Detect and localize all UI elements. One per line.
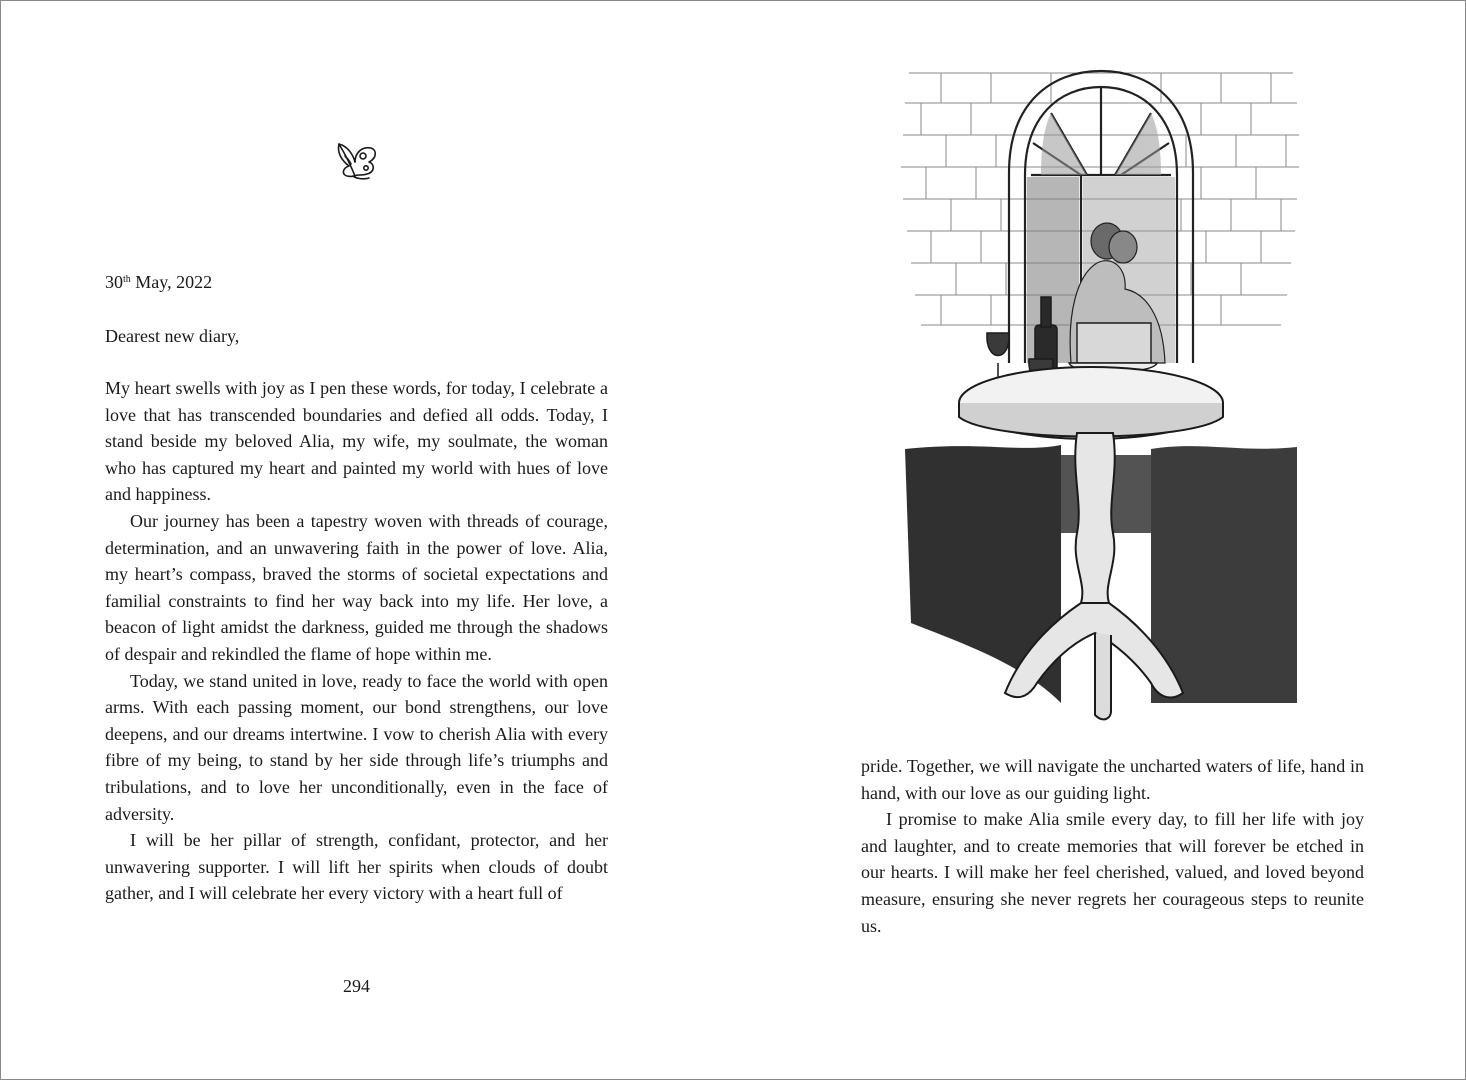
entry-salutation: Dearest new diary, [105, 326, 240, 346]
paragraph: My heart swells with joy as I pen these words, for today, I celebrate a love that has transcended boundaries and defied all odds. Today, I stand beside my beloved Alia, my wife, my soulmate, the woman who has captured my heart and painted my world with hues of love and happiness. [105, 378, 608, 505]
window-table-sketch-illustration [901, 63, 1301, 723]
right-page [734, 1, 1466, 1080]
entry-date [105, 269, 212, 295]
paragraph: Today, we stand united in love, ready to face the world with open arms. With each passing moment, our bond strengthens, our love deepens, and our dreams intertwine. I vow to cherish Alia with every fibre of my being, to stand by her side through life’s triumphs and tribulations, and to love her unconditionally, even in the face of adversity. [105, 670, 608, 824]
left-body-text [105, 375, 608, 907]
paragraph: I will be her pillar of strength, confidant, protector, and her unwavering supporter. I will lift her spirits when clouds of doubt gather, and I will celebrate her every victory with a heart full of [105, 830, 608, 904]
date-suffix: th [123, 274, 131, 285]
butterfly-icon [333, 136, 381, 184]
right-body-text [861, 753, 1364, 939]
date-day: 30 [105, 272, 123, 292]
date-rest: May, 2022 [130, 272, 213, 292]
page-number: 294 [343, 976, 370, 996]
paragraph: pride. Together, we will navigate the uncharted waters of life, hand in hand, with our love as our guiding light. [861, 756, 1364, 803]
left-page [1, 1, 734, 1080]
paragraph: Our journey has been a tapestry woven with threads of courage, determination, and an unwavering faith in the power of love. Alia, my heart’s compass, braved the storms of societal expectations and familial constraints to find her way back into my life. Her love, a beacon of light amidst the darkness, guided me through the shadows of despair and rekindled the flame of hope within me. [105, 510, 608, 664]
paragraph: I promise to make Alia smile every day, to fill her life with joy and laughter, and to create memories that will forever be etched in our hearts. I will make her feel cherished, valued, and loved beyond measure, ensuring she never regrets her courageous steps to reunite us. [861, 809, 1364, 936]
